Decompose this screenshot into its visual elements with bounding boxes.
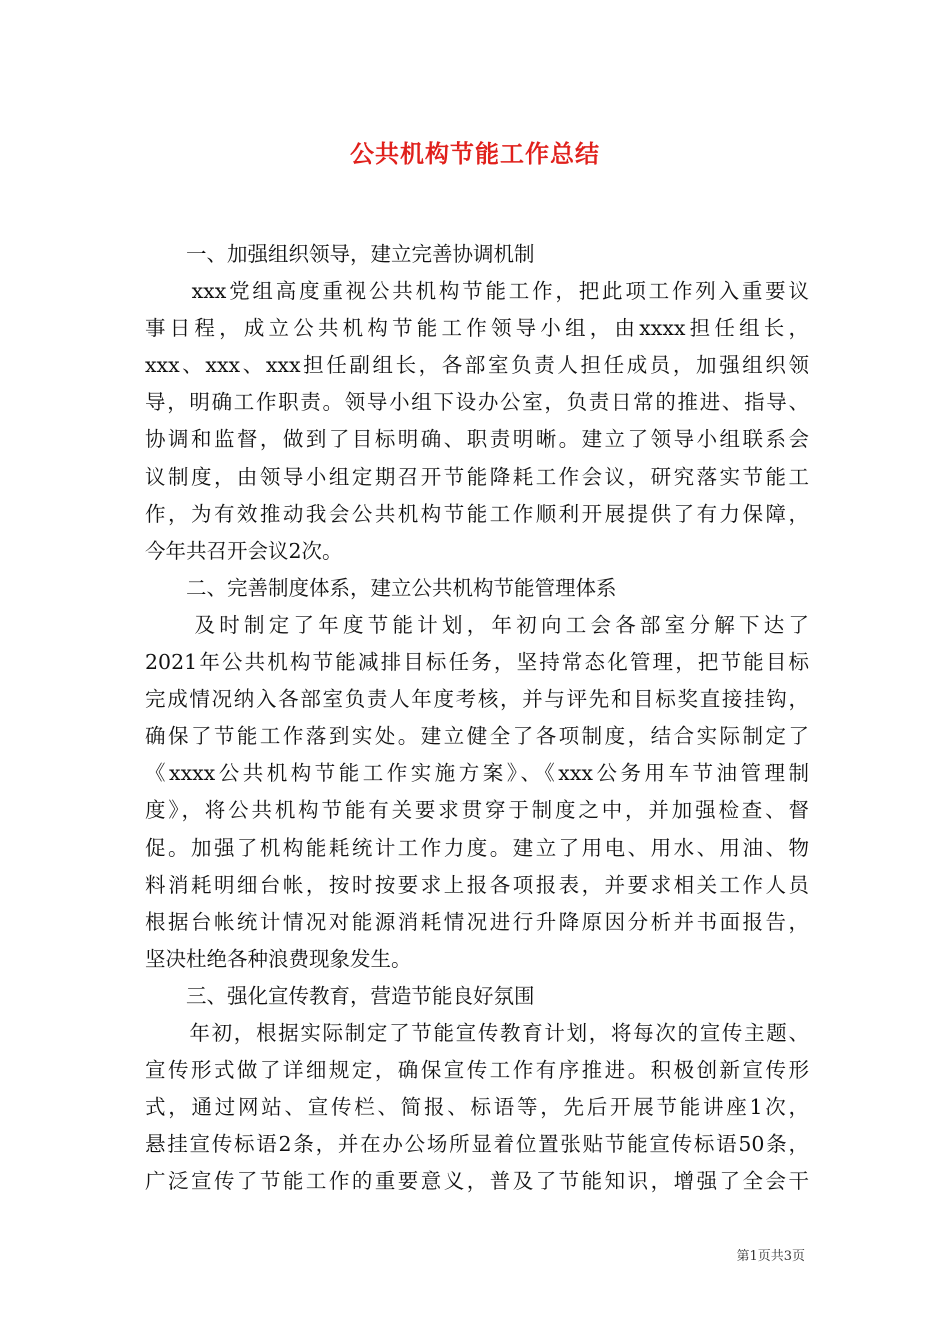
- page-number: 第1页共3页: [736, 1249, 805, 1264]
- paragraph-line: 年初，根据实际制定了节能宣传教育计划，将每次的宣传主题、: [145, 1020, 809, 1045]
- paragraph-line: xxx党组高度重视公共机构节能工作，把此项工作列入重要议: [145, 279, 809, 304]
- paragraph-line: 今年共召开会议2次。: [145, 538, 343, 563]
- paragraph-line: 度》，将公共机构节能有关要求贯穿于制度之中，并加强检查、督: [145, 798, 809, 823]
- paragraph-line: 料消耗明细台帐，按时按要求上报各项报表，并要求相关工作人员: [145, 872, 809, 897]
- document-body: [145, 236, 809, 1200]
- page-title: 公共机构节能工作总结: [350, 140, 600, 168]
- paragraph-line: 广泛宣传了节能工作的重要意义，普及了节能知识，增强了全会干: [145, 1169, 809, 1194]
- section-heading-2: 二、完善制度体系，建立公共机构节能管理体系: [145, 575, 617, 600]
- paragraph-line: 宣传形式做了详细规定，确保宣传工作有序推进。积极创新宣传形: [145, 1058, 809, 1083]
- paragraph-line: 及时制定了年度节能计划，年初向工会各部室分解下达了: [145, 612, 809, 637]
- section-heading-3: 三、强化宣传教育，营造节能良好氛围: [145, 983, 535, 1008]
- paragraph-line: 协调和监督，做到了目标明确、职责明晰。建立了领导小组联系会: [145, 427, 809, 452]
- paragraph-line: 事日程，成立公共机构节能工作领导小组，由xxxx担任组长，: [145, 316, 809, 341]
- paragraph-line: 《xxxx公共机构节能工作实施方案》、《xxx公务用车节油管理制: [145, 761, 809, 786]
- paragraph-line: 导，明确工作职责。领导小组下设办公室，负责日常的推进、指导、: [145, 390, 809, 415]
- paragraph-line: xxx、xxx、xxx担任副组长，各部室负责人担任成员，加强组织领: [145, 353, 809, 378]
- paragraph-line: 议制度，由领导小组定期召开节能降耗工作会议，研究落实节能工: [145, 464, 809, 489]
- paragraph-line: 悬挂宣传标语2条，并在办公场所显着位置张贴节能宣传标语50条，: [145, 1132, 809, 1157]
- paragraph-line: 根据台帐统计情况对能源消耗情况进行升降原因分析并书面报告，: [145, 909, 809, 934]
- paragraph-line: 完成情况纳入各部室负责人年度考核，并与评先和目标奖直接挂钩，: [145, 687, 809, 712]
- paragraph-line: 确保了节能工作落到实处。建立健全了各项制度，结合实际制定了: [145, 724, 809, 749]
- section-heading-1: 一、加强组织领导，建立完善协调机制: [145, 242, 535, 266]
- paragraph-line: 作，为有效推动我会公共机构节能工作顺利开展提供了有力保障，: [145, 501, 809, 526]
- paragraph-line: 促。加强了机构能耗统计工作力度。建立了用电、用水、用油、物: [145, 835, 809, 860]
- paragraph-line: 式，通过网站、宣传栏、简报、标语等，先后开展节能讲座1次，: [145, 1095, 809, 1120]
- paragraph-line: 2021年公共机构节能减排目标任务，坚持常态化管理，把节能目标: [145, 650, 809, 675]
- paragraph-line: 坚决杜绝各种浪费现象发生。: [145, 946, 412, 971]
